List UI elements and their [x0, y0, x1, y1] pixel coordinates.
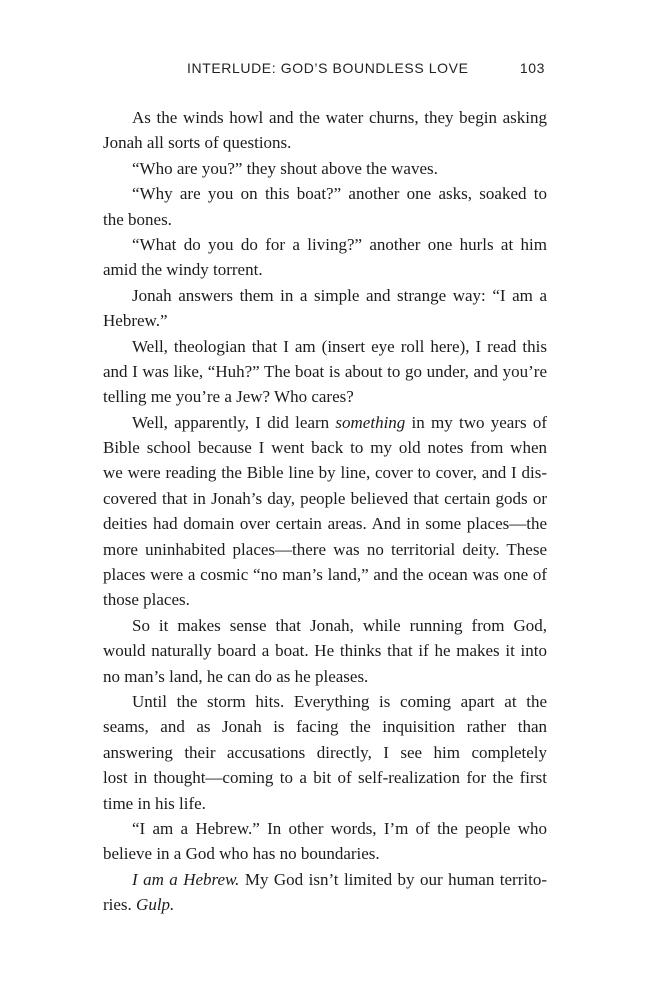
text-line: seams, and as Jonah is facing the inquisition rather than [103, 717, 547, 737]
text-line: Well, theologian that I am (insert eye roll here), I read this [132, 336, 547, 356]
text-line [103, 892, 547, 917]
text-line: the bones. [103, 209, 172, 229]
italic-text: I am a Hebrew. [132, 869, 240, 889]
page-number: 103 [519, 60, 545, 76]
text-line: and I was like, “Huh?” The boat is about to go under, and you’re [103, 361, 547, 381]
text-line: As the winds howl and the water churns, they begin asking [132, 108, 547, 127]
paragraph [103, 181, 547, 232]
text-run: My God isn’t limited by our human territo- [239, 869, 547, 889]
text-line [103, 410, 547, 435]
paragraph [103, 105, 547, 156]
text-line: deities had domain over certain areas. And in some places—the [103, 514, 547, 534]
text-line: “What do you do for a living?” another one hurls at him [132, 234, 547, 254]
paragraph [103, 613, 547, 689]
italic-text: Gulp. [136, 895, 175, 915]
chapter-title: INTERLUDE: GOD’S BOUNDLESS LOVE [187, 60, 469, 76]
text-line: Jonah all sorts of questions. [103, 133, 292, 153]
text-run: in my two years of [405, 412, 547, 432]
paragraph [103, 283, 547, 334]
text-line: covered that in Jonah’s day, people believed that certain gods or [103, 488, 547, 508]
text-line: So it makes sense that Jonah, while running from God, [132, 615, 547, 635]
body-text [103, 105, 547, 918]
paragraph [103, 816, 547, 867]
text-line: time in his life. [103, 793, 206, 813]
paragraph [103, 232, 547, 283]
italic-text: something [335, 412, 406, 432]
paragraph [103, 334, 547, 410]
paragraph [103, 867, 547, 918]
text-line: Bible school because I went back to my old notes from when [103, 438, 547, 458]
text-line: “I am a Hebrew.” In other words, I’m of the people who [132, 818, 547, 838]
text-run: Well, apparently, I did learn [132, 412, 336, 432]
text-line: telling me you’re a Jew? Who cares? [103, 387, 354, 407]
text-line: those places. [103, 590, 190, 610]
text-line: Until the storm hits. Everything is coming apart at the [132, 691, 547, 711]
text-line: lost in thought—coming to a bit of self-realization for the first [103, 768, 547, 788]
text-line: we were reading the Bible line by line, cover to cover, and I dis- [103, 463, 547, 483]
text-run: ries. [103, 895, 137, 915]
text-line: believe in a God who has no boundaries. [103, 844, 380, 864]
paragraph [103, 689, 547, 816]
paragraph [103, 156, 547, 181]
text-line: would naturally board a boat. He thinks that if he makes it into [103, 641, 547, 661]
text-line: “Who are you?” they shout above the waves. [132, 158, 438, 178]
running-head [103, 60, 547, 80]
text-line: more uninhabited places—there was no territorial deity. These [103, 539, 547, 559]
text-line: amid the windy torrent. [103, 260, 263, 280]
text-line: Jonah answers them in a simple and strange way: “I am a [132, 285, 547, 305]
text-line: no man’s land, he can do as he pleases. [103, 666, 369, 686]
text-line: Hebrew.” [103, 311, 168, 331]
text-line: “Why are you on this boat?” another one asks, soaked to [132, 184, 547, 204]
paragraph [103, 410, 547, 613]
text-line [103, 867, 547, 892]
text-line: places were a cosmic “no man’s land,” and the ocean was one of [103, 565, 547, 585]
text-line: answering their accusations directly, I see him completely [103, 742, 547, 762]
